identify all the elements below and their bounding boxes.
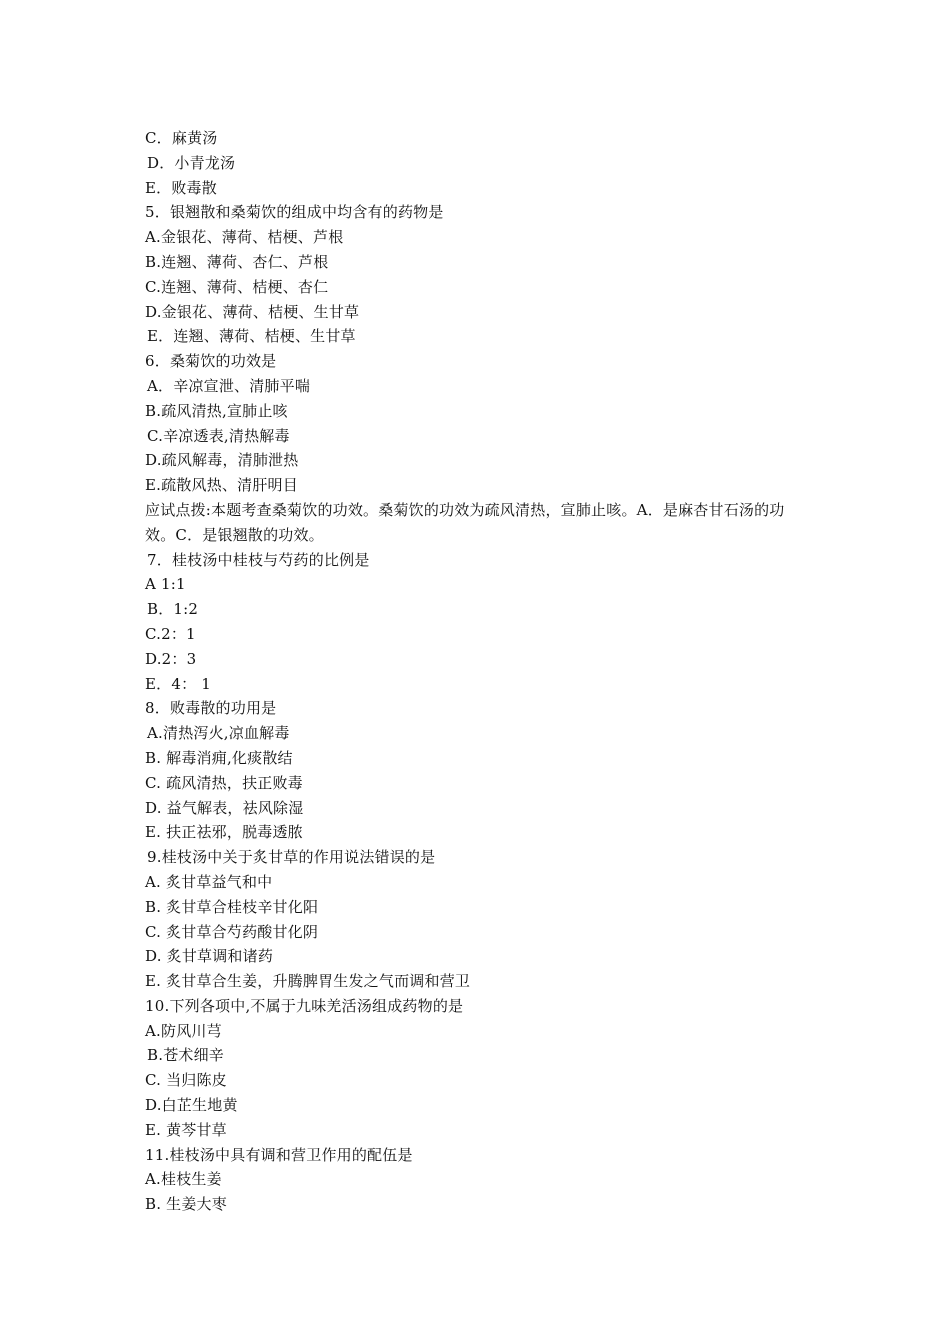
text-line: D.疏风解毒，清肺泄热 (145, 451, 299, 470)
text-line: 9.桂枝汤中关于炙甘草的作用说法错误的是 (147, 848, 436, 867)
text-line: C. 疏风清热，扶正败毒 (145, 773, 303, 792)
text-line: 6．桑菊饮的功效是 (145, 352, 277, 371)
text-line: A 1:1 (145, 575, 186, 594)
text-line: C.连翘、薄荷、桔梗、杏仁 (145, 277, 329, 296)
text-line: A.金银花、薄荷、桔梗、芦根 (145, 228, 344, 247)
text-line: 8．败毒散的功用是 (145, 699, 277, 718)
document-content (145, 126, 815, 1217)
question-block-2 (145, 548, 815, 1218)
text-line: D.2：3 (145, 649, 197, 668)
text-line: 7．桂枝汤中桂枝与芍药的比例是 (147, 550, 370, 569)
text-line: C．麻黄汤 (145, 129, 218, 147)
text-line: B．1:2 (147, 600, 199, 619)
text-line: D.金银花、薄荷、桔梗、生甘草 (145, 302, 360, 321)
text-line: E．连翘、薄荷、桔梗、生甘草 (147, 327, 356, 346)
text-line: C.辛凉透表,清热解毒 (147, 426, 290, 445)
text-line: D. 炙甘草调和诸药 (145, 947, 274, 966)
explanation-paragraph: 应试点拨:本题考查桑菊饮的功效。桑菊饮的功效为疏风清热，宣肺止咳。A．是麻杏甘石汤的功效。C．是银翘散的功效。 (145, 500, 785, 544)
text-line: D. 益气解表，祛风除湿 (145, 798, 304, 817)
text-line: B. 炙甘草合桂枝辛甘化阳 (145, 897, 319, 916)
text-line: B. 解毒消痈,化痰散结 (145, 748, 293, 767)
text-line: D．小青龙汤 (147, 153, 236, 172)
text-line: E．4： 1 (145, 674, 212, 693)
text-line: A.清热泻火,凉血解毒 (147, 724, 290, 743)
text-line: E. 黄芩甘草 (145, 1120, 227, 1139)
text-line: B. 生姜大枣 (145, 1195, 227, 1214)
text-line: E.疏散风热、清肝明目 (145, 476, 298, 495)
text-line: A．辛凉宣泄、清肺平喘 (147, 376, 311, 395)
text-line: 11.桂枝汤中具有调和营卫作用的配伍是 (145, 1145, 413, 1164)
text-line: B.疏风清热,宣肺止咳 (145, 401, 288, 420)
text-line: 10.下列各项中,不属于九味羌活汤组成药物的是 (145, 996, 464, 1015)
question-block-1 (145, 126, 815, 498)
text-line: D.白芷生地黄 (145, 1096, 238, 1115)
text-line: A.防风川芎 (145, 1021, 222, 1040)
text-line: C.2：1 (145, 624, 196, 643)
text-line: 5．银翘散和桑菊饮的组成中均含有的药物是 (145, 203, 444, 222)
text-line: A. 炙甘草益气和中 (145, 872, 273, 891)
text-line: A.桂枝生姜 (145, 1170, 222, 1189)
text-line: E. 扶正祛邪，脱毒透脓 (145, 823, 303, 842)
text-line: C. 炙甘草合芍药酸甘化阴 (145, 922, 319, 941)
text-line: E. 炙甘草合生姜，升腾脾胃生发之气而调和营卫 (145, 972, 471, 991)
text-line: E．败毒散 (145, 178, 217, 197)
text-line: B.苍术细辛 (147, 1046, 224, 1065)
text-line: C. 当归陈皮 (145, 1071, 227, 1090)
text-line: B.连翘、薄荷、杏仁、芦根 (145, 252, 329, 271)
